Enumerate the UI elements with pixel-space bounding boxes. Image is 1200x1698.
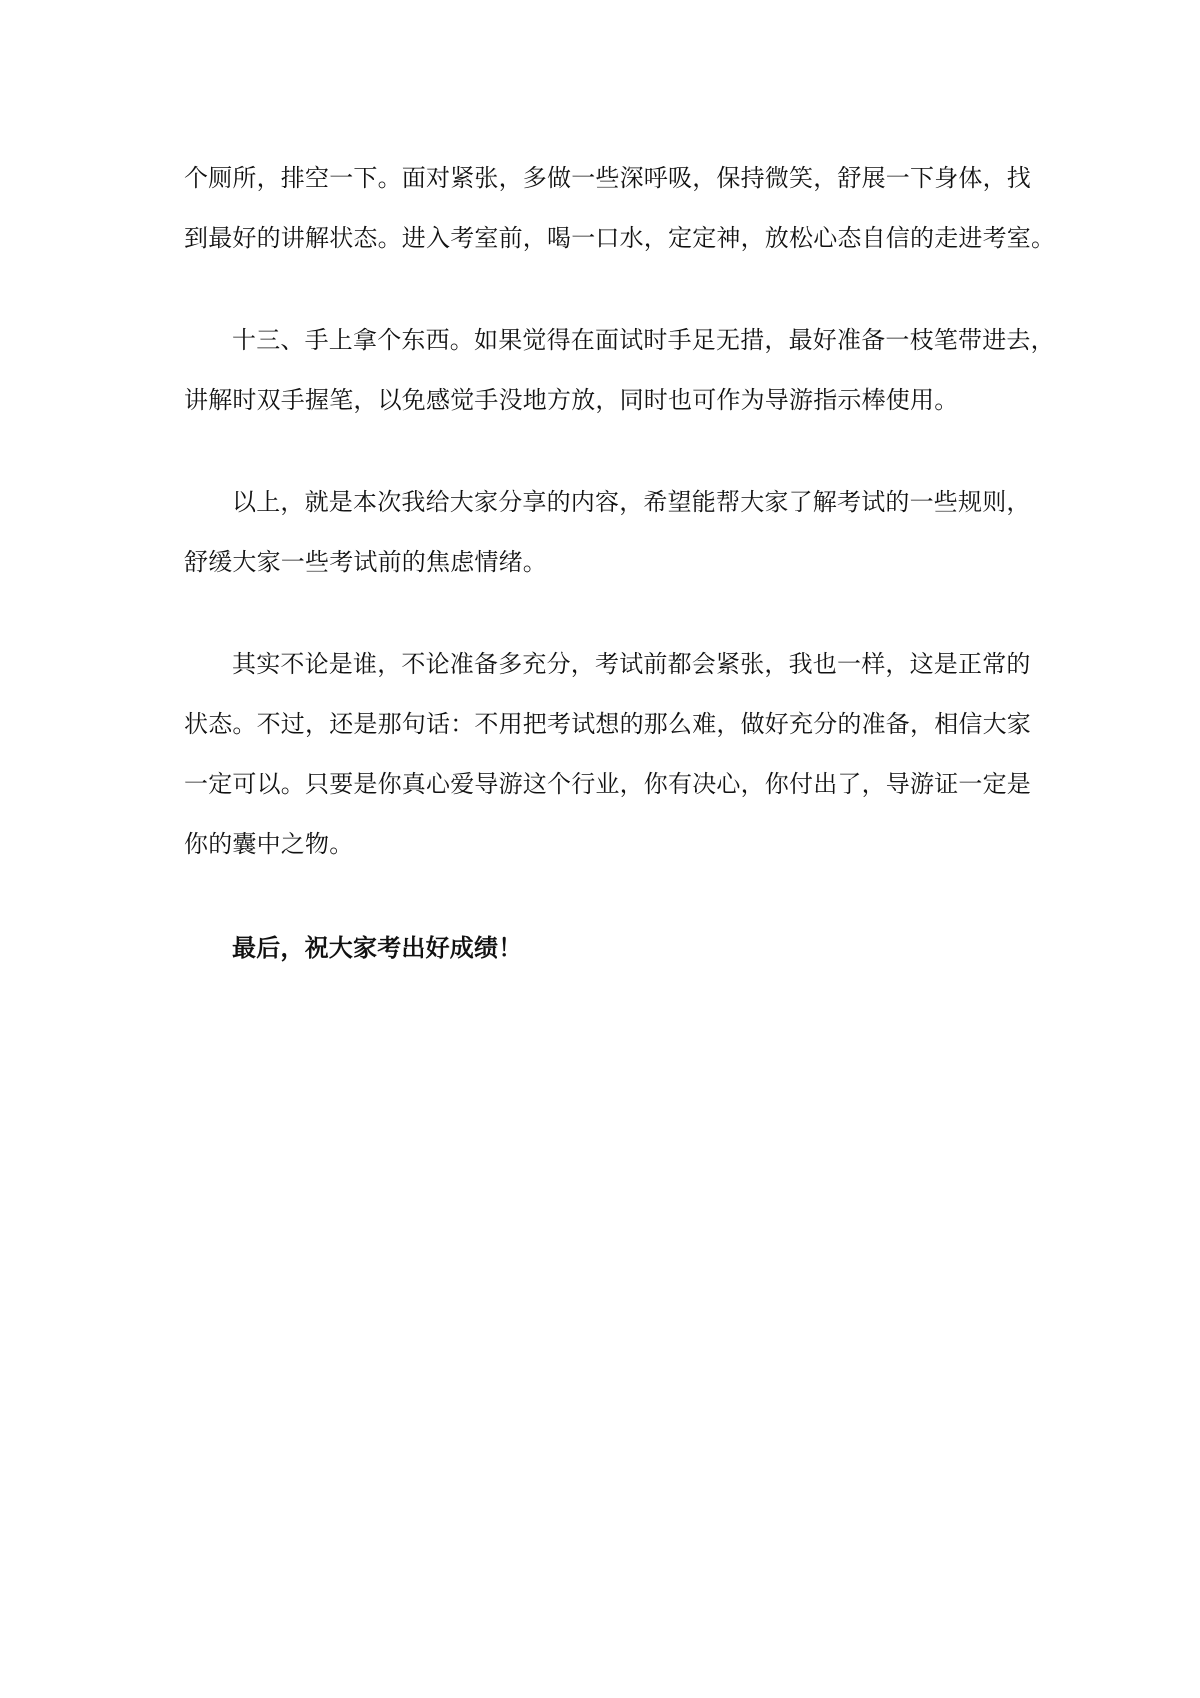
paragraph-4-line-1: 其实不论是谁，不论准备多充分，考试前都会紧张，我也一样，这是正常的: [232, 650, 1031, 678]
paragraph-2-line-2: 讲解时双手握笔，以免感觉手没地方放，同时也可作为导游指示棒使用。: [184, 386, 959, 414]
paragraph-3-line-1: 以上，就是本次我给大家分享的内容，希望能帮大家了解考试的一些规则，: [232, 488, 1031, 516]
closing-line: 最后，祝大家考出好成绩！: [232, 934, 523, 962]
paragraph-1-line-1: 个厕所，排空一下。面对紧张，多做一些深呼吸，保持微笑，舒展一下身体，找: [184, 164, 1031, 192]
paragraph-4-line-3: 一定可以。只要是你真心爱导游这个行业，你有决心，你付出了，导游证一定是: [184, 770, 1031, 798]
paragraph-4-line-2: 状态。不过，还是那句话：不用把考试想的那么难，做好充分的准备，相信大家: [184, 710, 1031, 738]
paragraph-2-line-1: 十三、手上拿个东西。如果觉得在面试时手足无措，最好准备一枝笔带进去，: [232, 326, 1055, 354]
paragraph-1-line-2: 到最好的讲解状态。进入考室前，喝一口水，定定神，放松心态自信的走进考室。: [184, 224, 1056, 252]
paragraph-4-line-4: 你的囊中之物。: [184, 830, 354, 858]
paragraph-3-line-2: 舒缓大家一些考试前的焦虑情绪。: [184, 548, 547, 576]
